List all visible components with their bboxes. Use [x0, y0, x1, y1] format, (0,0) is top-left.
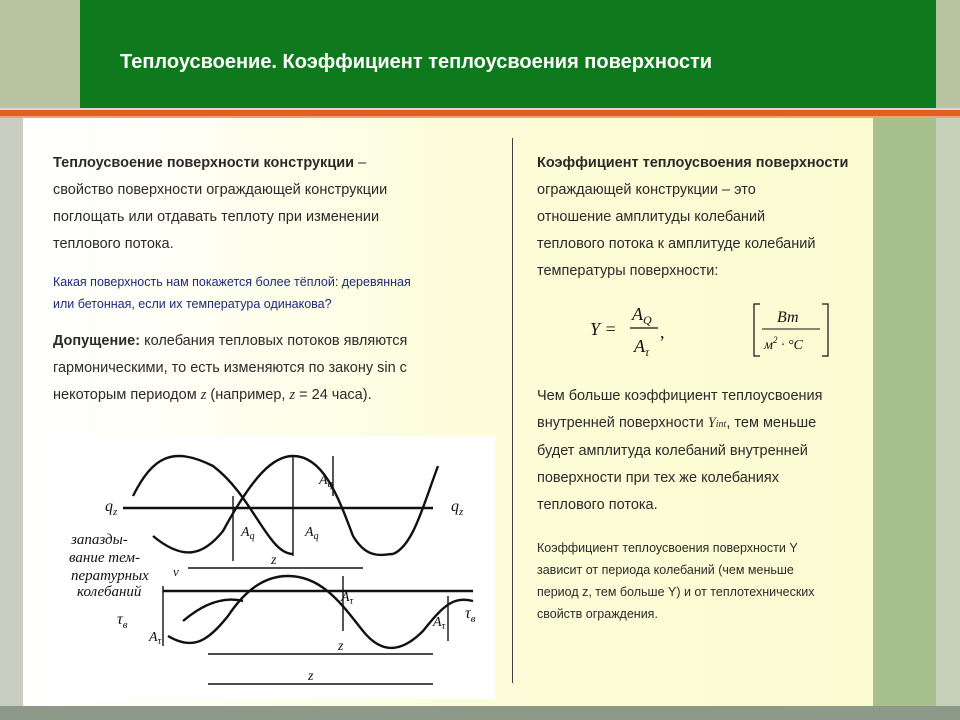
qz-label-right: $q_z$: [451, 498, 464, 518]
z-label-mid: z: [338, 639, 344, 654]
atau-label-mid: $A_\tau$: [341, 590, 354, 607]
right-margin-panel: [873, 118, 936, 720]
z-label-top: z: [271, 553, 277, 568]
lag-label-3: пературных: [71, 568, 149, 584]
far-right-strip: [936, 118, 960, 720]
v-label: v: [173, 564, 179, 579]
temperature-curve: [168, 576, 473, 648]
right-definition-term: Коэффициент теплоусвоения поверхности: [537, 155, 849, 171]
qz-label-left: $q_z$: [105, 498, 118, 518]
unit-denominator: $м^2 \cdot ^\circ C$: [764, 335, 803, 353]
unit-numerator: Вт: [777, 309, 799, 326]
aq-label-3: $A_q$: [319, 473, 333, 490]
heat-flux-curve-part3: [393, 466, 438, 554]
header-left-stripe: [0, 0, 80, 108]
unit-bracket-left: [754, 304, 760, 356]
bottom-bar: [0, 706, 960, 720]
question-text: Какая поверхность нам покажется более тёплой: деревянная или бетонная, если их температура одинакова?: [53, 275, 411, 311]
formula-numerator: $A_Q$: [632, 304, 652, 327]
aq-label-2: $A_q$: [305, 525, 319, 542]
aq-label: $A_q$: [241, 525, 255, 542]
title-bar: [80, 0, 936, 108]
header-right-stripe: [936, 0, 960, 108]
atau-label-left: $A_\tau$: [149, 630, 162, 647]
right-note: Чем больше коэффициент теплоусвоения внутренней поверхности Yint, тем меньше будет амплитуда колебаний внутренней поверхности при тех же колебаниях теплового потока.: [537, 388, 823, 513]
assumption-term: Допущение:: [53, 333, 141, 349]
lag-label-2: вание тем-: [69, 550, 140, 566]
tau-label-right: $\tau_в$: [465, 605, 476, 625]
formula-lhs: Y =: [590, 319, 617, 339]
formula-denominator: $A_\tau$: [634, 336, 650, 359]
tau-label-left: $\tau_в$: [117, 611, 128, 631]
column-divider: [512, 138, 513, 683]
temperature-curve-lead: [183, 600, 243, 621]
formula-comma: ,: [660, 322, 665, 342]
left-definition: Теплоусвоение поверхности конструкции – свойство поверхности ограждающей конструкции поглощать или отдавать теплоту при изменении теплового потока.: [53, 155, 388, 252]
z-label-bottom: z: [308, 669, 314, 684]
lag-label-1: запазды-: [71, 532, 128, 548]
lag-label-4: колебаний: [77, 584, 142, 600]
unit-bracket-right: [822, 304, 828, 356]
oscillation-diagram-svg: [53, 436, 495, 699]
right-definition: Коэффициент теплоусвоения поверхности ограждающей конструкции – это отношение амплитуды колебаний теплового потока к амплитуде колебаний температуры поверхности:: [537, 155, 849, 279]
right-small-note: Коэффициент теплоусвоения поверхности Y зависит от периода колебаний (чем меньше период z, тем больше Y) и от теплотехнических свойств ограждения.: [537, 541, 815, 621]
assumption-text: Допущение: колебания тепловых потоков являются гармоническими, то есть изменяются по закону sin с некоторым периодом z (например, z = 24 часа).: [53, 333, 408, 403]
atau-label-right: $A_\tau$: [433, 615, 446, 632]
absorption-formula: [590, 298, 840, 362]
left-definition-term: Теплоусвоение поверхности конструкции: [53, 155, 355, 171]
oscillation-diagram: [53, 436, 495, 699]
left-margin-strip: [0, 118, 23, 720]
page-title: Теплоусвоение. Коэффициент теплоусвоения поверхности: [120, 51, 713, 73]
